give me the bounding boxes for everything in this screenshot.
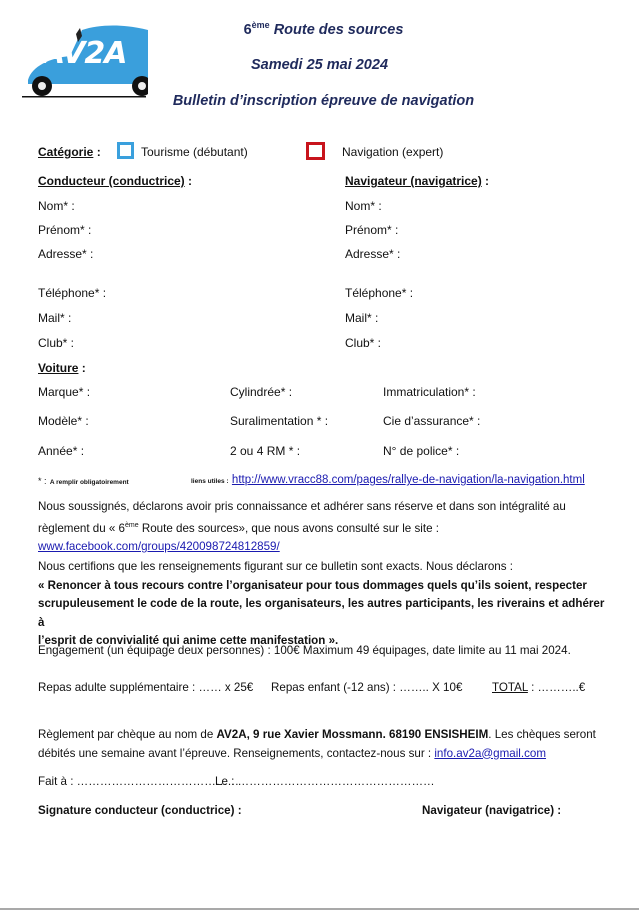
certification-clause-3: l’esprit de convivialité qui anime cette manifestation ». — [38, 634, 339, 647]
category-label-text: Catégorie — [38, 145, 94, 159]
certification-clause-2: scrupuleusement le code de la route, les organisateurs, les autres participants, les riverains et adhérer à — [38, 597, 605, 629]
declaration-line-2-prefix: règlement du « 6 — [38, 521, 126, 535]
driver-title-colon: : — [184, 174, 193, 188]
payment-line-2-text: débités une semaine avant l’épreuve. Renseignements, contactez-nous sur : — [38, 746, 435, 760]
engagement-fee-text: Engagement (un équipage deux personnes) : 100€ Maximum 49 équipages, date limite au 11 mai 2024. — [38, 644, 571, 657]
car-immatriculation-field[interactable]: Immatriculation* : — [383, 385, 476, 399]
driver-nom-field[interactable]: Nom* : — [38, 199, 75, 213]
car-cylindree-field[interactable]: Cylindrée* : — [230, 385, 293, 399]
event-date: Samedi 25 mai 2024 — [250, 57, 389, 73]
navigator-adresse-field[interactable]: Adresse* : — [345, 247, 401, 261]
car-title-colon: : — [78, 361, 86, 375]
navigator-mail-field[interactable]: Mail* : — [345, 311, 379, 325]
navigator-title-colon: : — [481, 174, 490, 188]
edition-number: 6 — [243, 22, 252, 38]
footnote-required-note: A remplir obligatoirement — [49, 479, 129, 486]
event-name: Route des sources — [273, 22, 404, 38]
child-meal-field[interactable]: Repas enfant (-12 ans) : …….. X 10€ — [271, 681, 463, 694]
tourisme-checkbox[interactable] — [117, 142, 134, 159]
declaration-line-2-sup: ème — [125, 521, 139, 529]
car-police-field[interactable]: N° de police* : — [383, 444, 460, 458]
certification-paragraph — [38, 558, 608, 651]
form-title: Bulletin d’inscription épreuve de navigation — [172, 93, 475, 109]
certification-clause-1: « Renoncer à tous recours contre l’organisateur pour tous dommages quels qu’ils soient, respecter — [38, 578, 587, 592]
payment-suffix: . Les chèques seront — [488, 728, 596, 741]
driver-signature-label: Signature conducteur (conductrice) : — [38, 804, 242, 817]
edition-suffix: ème — [251, 20, 270, 30]
payment-prefix: Règlement par chèque au nom de — [38, 728, 217, 741]
navigator-title-text: Navigateur (navigatrice) — [345, 174, 482, 188]
car-section-title — [38, 361, 86, 375]
navigator-prenom-field[interactable]: Prénom* : — [345, 223, 399, 237]
footnote-asterisk: * : — [38, 476, 47, 486]
car-marque-field[interactable]: Marque* : — [38, 385, 91, 399]
car-assurance-field[interactable]: Cie d’assurance* : — [383, 414, 481, 428]
logo-text: AV2A — [42, 36, 127, 71]
navigator-club-field[interactable]: Club* : — [345, 336, 382, 350]
declaration-line-2-suffix: Route des sources», que nous avons consulté sur le site : — [138, 521, 439, 535]
navigator-nom-field[interactable]: Nom* : — [345, 199, 382, 213]
navigator-signature-label: Navigateur (navigatrice) : — [422, 804, 562, 817]
driver-title-text: Conducteur (conductrice) — [38, 174, 185, 188]
certification-intro: Nous certifions que les renseignements figurant sur ce bulletin sont exacts. Nous déclarons : — [38, 560, 513, 573]
required-footnote — [38, 473, 129, 487]
tourisme-option-label: Tourisme (débutant) — [141, 145, 248, 159]
facebook-group-link[interactable]: www.facebook.com/groups/420098724812859/ — [38, 540, 280, 553]
payment-line-2 — [38, 745, 608, 764]
driver-adresse-field[interactable]: Adresse* : — [38, 247, 94, 261]
declaration-line-2 — [38, 517, 608, 539]
driver-club-field[interactable]: Club* : — [38, 336, 75, 350]
car-annee-field[interactable]: Année* : — [38, 444, 85, 458]
car-transmission-field[interactable]: 2 ou 4 RM * : — [230, 444, 301, 458]
page-bottom-edge — [0, 908, 639, 910]
driver-telephone-field[interactable]: Téléphone* : — [38, 286, 107, 300]
navigator-section-title — [345, 174, 489, 188]
car-modele-field[interactable]: Modèle* : — [38, 414, 89, 428]
declaration-paragraph — [38, 498, 608, 557]
car-title-text: Voiture — [38, 361, 79, 375]
total-value: : ………..€ — [527, 681, 586, 694]
total-field[interactable] — [492, 681, 585, 694]
vracc88-link[interactable]: http://www.vracc88.com/pages/rallye-de-navigation/la-navigation.html — [231, 474, 585, 486]
driver-prenom-field[interactable]: Prénom* : — [38, 223, 92, 237]
navigation-option-label: Navigation (expert) — [342, 145, 444, 159]
place-field[interactable]: Fait à : …………………………………… — [38, 775, 239, 788]
category-label — [38, 145, 101, 159]
adult-meal-field[interactable]: Repas adulte supplémentaire : …… x 25€ — [38, 681, 254, 694]
navigation-checkbox[interactable] — [306, 142, 325, 160]
event-edition-title — [0, 20, 639, 38]
declaration-line-1: Nous soussignés, déclarons avoir pris connaissance et adhérer sans réserve et dans son intégralité au — [38, 500, 566, 513]
car-suralimentation-field[interactable]: Suralimentation * : — [230, 414, 329, 428]
payment-address: AV2A, 9 rue Xavier Mossmann. 68190 ENSISHEIM — [216, 728, 489, 741]
total-label: TOTAL — [492, 681, 528, 694]
date-field[interactable]: Le : …………………………………………… — [215, 775, 435, 788]
driver-mail-field[interactable]: Mail* : — [38, 311, 72, 325]
payment-paragraph — [38, 726, 608, 763]
useful-links-label: liens utiles : — [191, 478, 229, 485]
driver-section-title — [38, 174, 192, 188]
category-colon: : — [93, 145, 101, 159]
contact-email-link[interactable]: info.av2a@gmail.com — [434, 746, 547, 760]
useful-links — [191, 472, 585, 486]
payment-line-1 — [38, 726, 608, 745]
navigator-telephone-field[interactable]: Téléphone* : — [345, 286, 414, 300]
